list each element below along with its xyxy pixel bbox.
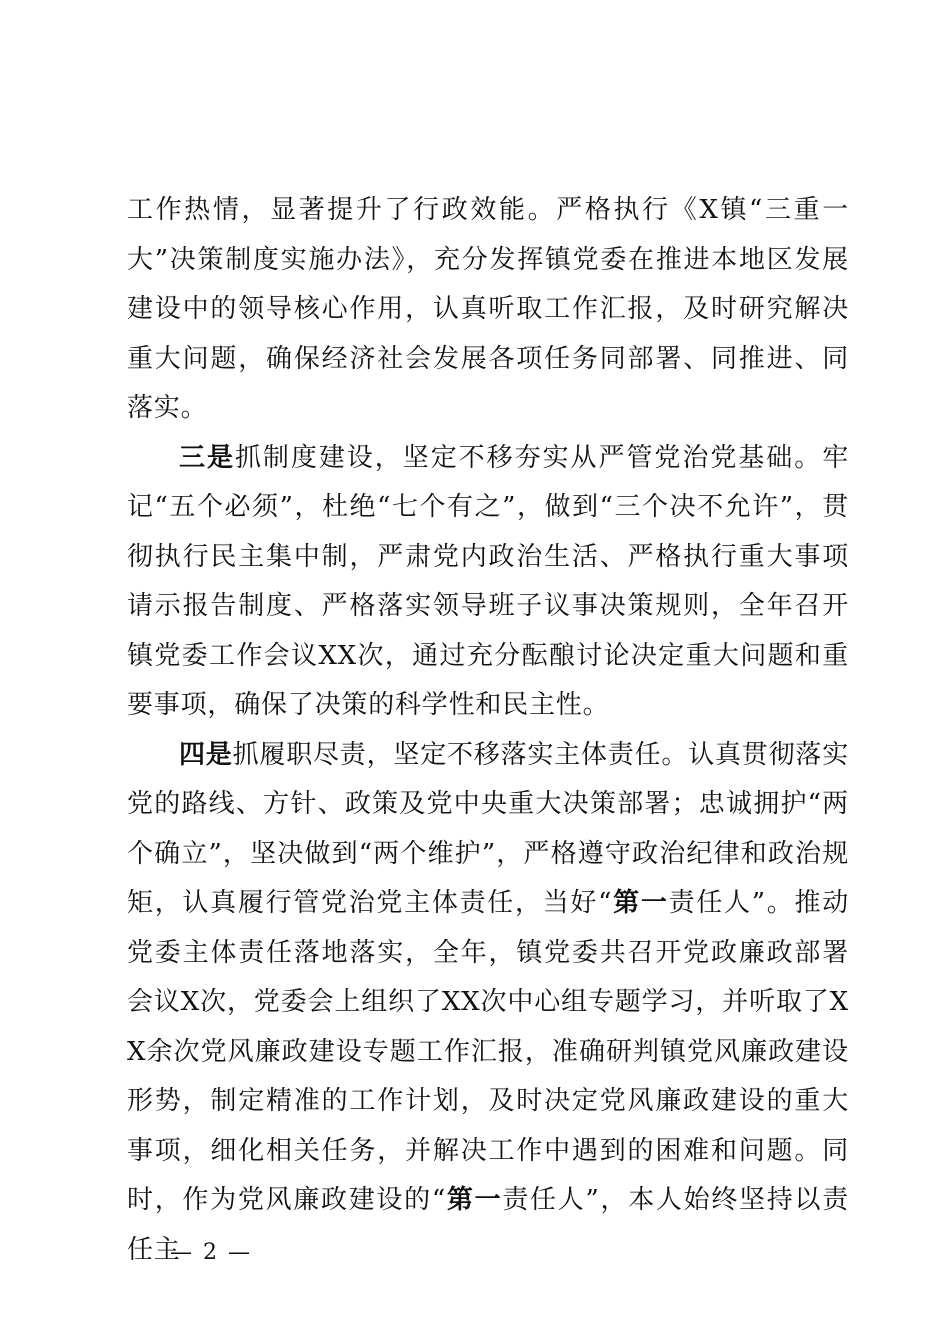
document-body	[127, 186, 849, 1275]
paragraph-continuation	[127, 186, 849, 434]
paragraph-text: 工作热情，显著提升了行政效能。严格执行《X镇“三重一大”决策制度实施办法》，充分发挥镇党委在推进本地区发展建设中的领导核心作用，认真听取工作汇报，及时研究解决重大问题，确保经济社会发展各项任务同部署、同推进、同落实。	[127, 195, 849, 423]
emphasis-text: 第一	[612, 888, 669, 918]
paragraph-text: 责任人”。推动党委主体责任落地落实，全年，镇党委共召开党政廉政部署会议X次，党委会上组织了XX次中心组专题学习，并听取了XX余次党风廉政建设专题工作汇报，准确研判镇党风廉政建设形势，制定精准的工作计划，及时决定党风廉政建设的重大事项，细化相关任务，并解决工作中遇到的困难和问题。同时，作为党风廉政建设的“	[127, 888, 849, 1215]
paragraph-text: 抓制度建设，坚定不移夯实从严管党治党基础。牢记“五个必须”，杜绝“七个有之”，做到“三个决不允许”，贯彻执行民主集中制，严肃党内政治生活、严格执行重大事项请示报告制度、严格落实领导班子议事决策规则，全年召开镇党委工作会议XX次，通过充分酝酿讨论决定重大问题和重要事项，确保了决策的科学性和民主性。	[127, 442, 849, 720]
paragraph-point-four	[127, 731, 849, 1276]
page-number: — 2 —	[170, 1240, 252, 1265]
paragraph-lead: 四是	[179, 739, 233, 770]
paragraph-text: 抓履职尽责，坚定不移落实主体责任。认真贯彻落实党的路线、方针、政策及党中央重大决策部署；忠诚拥护“两个确立”，坚决做到“两个维护”，严格遵守政治纪律和政治规矩，认真履行管党治党主体责任，当好“	[127, 739, 850, 918]
paragraph-text: 责任人”，本人始终坚持以责任主	[127, 1185, 849, 1265]
emphasis-text: 第一	[445, 1185, 503, 1215]
paragraph-lead: 三是	[179, 442, 235, 473]
paragraph-point-three	[127, 434, 849, 731]
